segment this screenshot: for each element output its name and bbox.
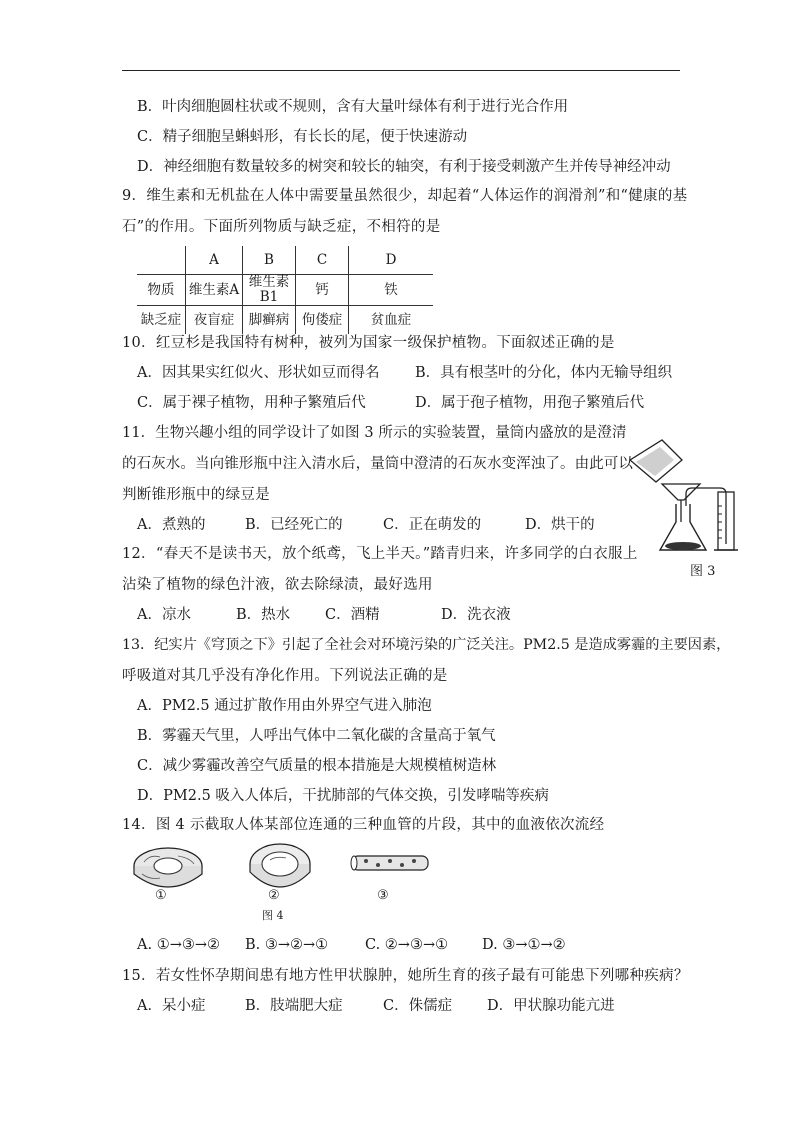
q12-stem-line2: 沾染了植物的绿色汁液，欲去除绿渍，最好选用	[122, 577, 433, 593]
q11-stem-line2: 的石灰水。当向锥形瓶中注入清水后，量筒中澄清的石灰水变浑浊了。由此可以	[122, 456, 633, 472]
figure-4-caption: 图 4	[262, 909, 284, 922]
q13-option-c: C．减少雾霾改善空气质量的根本措施是大规模植树造林	[137, 758, 497, 774]
q9-row1-a: 维生素A	[186, 275, 243, 306]
q11-stem-line3: 判断锥形瓶中的绿豆是	[122, 487, 270, 503]
q8-option-d: D．神经细胞有数量较多的树突和较长的轴突，有利于接受刺激产生并传导神经冲动	[137, 159, 671, 175]
q12-option-b: B．热水	[236, 607, 291, 623]
q9-stem-line1: 9．维生素和无机盐在人体中需要量虽然很少，却起着“人体运作的润滑剂”和“健康的基	[122, 188, 688, 204]
q11-option-a: A．煮熟的	[137, 517, 206, 533]
figure-4-label-2: ②	[268, 888, 280, 903]
delivery-tube-icon	[686, 488, 726, 544]
q13-stem-line1: 13．纪实片《穹顶之下》引起了全社会对环境污染的广泛关注。PM2.5 是造成雾霾的主要因素，	[122, 637, 731, 653]
q10-option-c: C．属于裸子植物，用种子繁殖后代	[137, 395, 366, 411]
q14-option-a: A. ①→③→②	[137, 937, 220, 953]
beaker-icon	[630, 440, 682, 482]
q12-option-c: C．酒精	[325, 607, 380, 623]
q13-option-a: A．PM2.5 通过扩散作用由外界空气进入肺泡	[137, 698, 432, 714]
q11-option-c: C．正在萌发的	[383, 517, 482, 533]
q9-row1-b: 维生素B1	[243, 275, 296, 306]
capillary-icon	[351, 856, 428, 870]
q14-stem: 14．图 4 示截取人体某部位连通的三种血管的片段，其中的血液依次流经	[122, 817, 605, 833]
conical-flask-icon	[660, 504, 706, 550]
q14-option-d: D. ③→①→②	[482, 937, 566, 953]
funnel-icon	[662, 484, 700, 522]
q9-header-c: C	[296, 246, 349, 275]
q9-row2-d: 贫血症	[349, 306, 434, 335]
q9-header-b: B	[243, 246, 296, 275]
q9-stem-line2: 石”的作用。下面所列物质与缺乏症，不相符的是	[122, 219, 441, 235]
q13-stem-line2: 呼吸道对其几乎没有净化作用。下列说法正确的是	[122, 668, 448, 684]
q9-row1-label: 物质	[137, 275, 186, 306]
q9-row2-b: 脚癣病	[243, 306, 296, 335]
q9-header-a: A	[186, 246, 243, 275]
q11-option-d: D．烘干的	[525, 517, 595, 533]
q15-option-b: B．肢端肥大症	[245, 998, 343, 1014]
q15-option-a: A．呆小症	[137, 998, 206, 1014]
q8-option-c: C．精子细胞呈蝌蚪形，有长长的尾，便于快速游动	[137, 129, 468, 145]
q9-row2-c: 佝偻症	[296, 306, 349, 335]
figure-4-label-3: ③	[377, 888, 389, 903]
q9-row2-label: 缺乏症	[137, 306, 186, 335]
q10-stem: 10．红豆杉是我国特有树种，被列为国家一级保护植物。下面叙述正确的是	[122, 335, 615, 351]
q8-option-b: B．叶肉细胞圆柱状或不规则，含有大量叶绿体有利于进行光合作用	[137, 99, 569, 115]
q14-option-b: B. ③→②→①	[245, 937, 329, 953]
figure-3-apparatus	[622, 432, 772, 557]
q9-header-d: D	[349, 246, 434, 275]
q10-option-a: A．因其果实红似火、形状如豆而得名	[137, 365, 380, 381]
q13-option-d: D．PM2.5 吸入人体后，干扰肺部的气体交换，引发哮喘等疾病	[137, 788, 549, 804]
figure-3-caption: 图 3	[690, 564, 716, 579]
q13-option-b: B．雾霾天气里，人呼出气体中二氧化碳的含量高于氧气	[137, 728, 496, 744]
artery-icon	[134, 848, 202, 887]
figure-4-label-1: ①	[155, 888, 167, 903]
q9-row1-c: 钙	[296, 275, 349, 306]
q9-row1-d: 铁	[349, 275, 434, 306]
q12-option-d: D．洗衣液	[441, 607, 511, 623]
q9-header-empty	[137, 246, 186, 275]
q12-option-a: A．凉水	[137, 607, 191, 623]
header-rule	[122, 70, 680, 71]
q15-option-c: C．侏儒症	[383, 998, 453, 1014]
q14-option-c: C. ②→③→①	[365, 937, 449, 953]
q12-stem-line1: 12．“春天不是读书天，放个纸鸢，飞上半天。”踏青归来，许多同学的白衣服上	[122, 546, 638, 562]
q11-stem-line1: 11．生物兴趣小组的同学设计了如图 3 所示的实验装置，量筒内盛放的是澄清	[122, 425, 627, 441]
q10-option-b: B．具有根茎叶的分化，体内无输导组织	[415, 365, 673, 381]
q15-option-d: D．甲状腺功能亢进	[487, 998, 615, 1014]
vein-icon	[250, 844, 310, 887]
q9-row2-a: 夜盲症	[186, 306, 243, 335]
q15-stem: 15．若女性怀孕期间患有地方性甲状腺肿，她所生育的孩子最有可能患下列哪种疾病？	[122, 968, 689, 984]
q11-option-b: B．已经死亡的	[245, 517, 343, 533]
q9-table	[137, 246, 433, 334]
q10-option-d: D．属于孢子植物，用孢子繁殖后代	[415, 395, 645, 411]
